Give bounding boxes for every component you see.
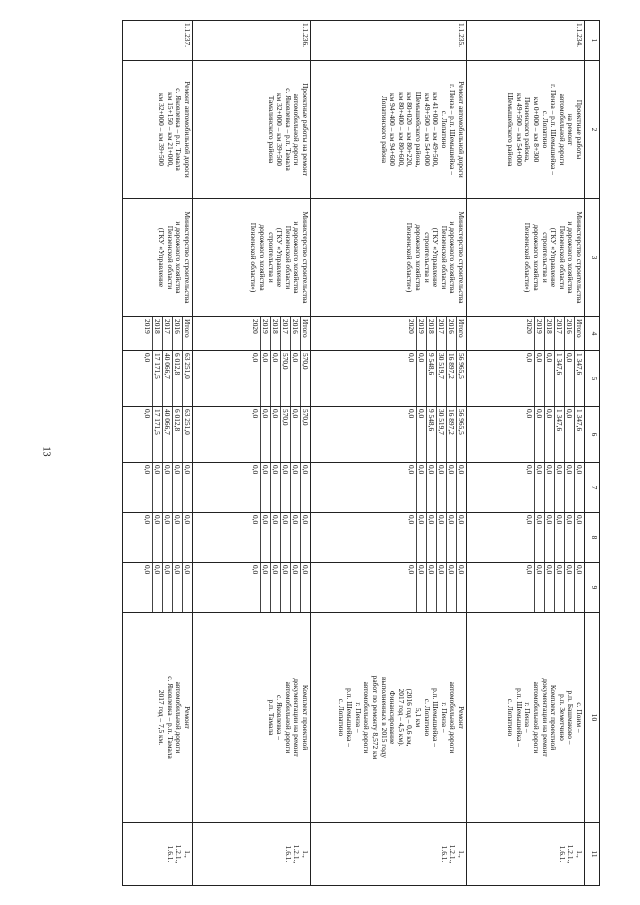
year-line: 2017 bbox=[280, 317, 290, 350]
regional-budget-line: 0,0 bbox=[251, 409, 260, 419]
col-header: 10 bbox=[585, 613, 600, 823]
year-line: Итого bbox=[456, 317, 466, 350]
year-line: 2016 bbox=[446, 317, 456, 350]
local-budget-line: 0,0 bbox=[554, 513, 564, 562]
local-budget-line: 0,0 bbox=[436, 513, 446, 562]
year-line: 2016 bbox=[564, 317, 574, 350]
col-header: 5 bbox=[585, 351, 600, 407]
year-line: 2018 bbox=[270, 317, 280, 350]
total-amount-line: 0,0 bbox=[290, 351, 300, 406]
local-budget-cell bbox=[311, 513, 467, 563]
total-amount-line: 16 897,2 bbox=[446, 351, 456, 406]
year-cell bbox=[193, 317, 311, 351]
federal-budget-cell bbox=[311, 463, 467, 513]
federal-budget-line: 0,0 bbox=[270, 463, 280, 512]
local-budget-cell bbox=[123, 513, 193, 563]
work-description-cell: Проектные работы на ремонт автомобильной дороги с. Яковлевка – р.п. Тамала км 32+000 – км 39+500 Тамалинского района bbox=[193, 61, 311, 199]
other-sources-line: 0,0 bbox=[162, 563, 172, 612]
other-sources-line: 0,0 bbox=[436, 563, 446, 612]
total-amount-cell bbox=[193, 351, 311, 407]
year-line: Итого bbox=[300, 317, 310, 350]
regional-budget-line: 56 965,5 bbox=[456, 407, 466, 462]
federal-budget-line: 0,0 bbox=[162, 463, 172, 512]
total-amount-line: 56 965,5 bbox=[456, 351, 466, 406]
local-budget-line: 0,0 bbox=[525, 515, 534, 525]
total-amount-line: 0,0 bbox=[407, 353, 416, 363]
local-budget-line: 0,0 bbox=[290, 513, 300, 562]
regional-budget-line: 63 251,0 bbox=[182, 407, 192, 462]
col-header: 11 bbox=[585, 823, 600, 886]
total-amount-line: 0,0 bbox=[525, 353, 534, 363]
total-amount-line: 570,0 bbox=[300, 351, 310, 406]
local-budget-line: 0,0 bbox=[260, 513, 270, 562]
federal-budget-line: 0,0 bbox=[426, 463, 436, 512]
federal-budget-line: 0,0 bbox=[280, 463, 290, 512]
year-line: 2018 bbox=[152, 317, 162, 350]
regional-budget-line: 9 548,6 bbox=[426, 407, 436, 462]
other-sources-line: 0,0 bbox=[182, 563, 192, 612]
indicator-ref-cell: 1., 1.2.1., 1.6.1. bbox=[311, 823, 467, 886]
other-sources-line: 0,0 bbox=[290, 563, 300, 612]
other-sources-line: 0,0 bbox=[407, 565, 416, 575]
federal-budget-line: 0,0 bbox=[564, 463, 574, 512]
total-amount-line: 0,0 bbox=[260, 351, 270, 406]
local-budget-line: 0,0 bbox=[172, 513, 182, 562]
year-line: Итого bbox=[574, 317, 584, 350]
year-line: 2020 bbox=[251, 319, 260, 334]
year-line: 2016 bbox=[172, 317, 182, 350]
year-line: 2020 bbox=[525, 319, 534, 334]
local-budget-line: 0,0 bbox=[564, 513, 574, 562]
local-budget-line: 0,0 bbox=[152, 513, 162, 562]
year-line: 2017 bbox=[436, 317, 446, 350]
other-sources-line: 0,0 bbox=[152, 563, 162, 612]
total-amount-line: 9 548,6 bbox=[426, 351, 436, 406]
regional-budget-line: 0,0 bbox=[143, 409, 152, 419]
other-sources-line: 0,0 bbox=[260, 563, 270, 612]
federal-budget-line: 0,0 bbox=[172, 463, 182, 512]
regional-budget-line: 0,0 bbox=[525, 409, 534, 419]
year-line: 2018 bbox=[426, 317, 436, 350]
regional-budget-line: 570,0 bbox=[280, 407, 290, 462]
federal-budget-line: 0,0 bbox=[446, 463, 456, 512]
federal-budget-line: 0,0 bbox=[290, 463, 300, 512]
budget-table-sheet bbox=[89, 20, 600, 885]
other-sources-line: 0,0 bbox=[564, 563, 574, 612]
customer-cell: Министерство строительства и дорожного хозяйства Пензенской области (ГКУ «Управление строительства и дорожного хозяйства Пензенской области») bbox=[193, 199, 311, 317]
federal-budget-line: 0,0 bbox=[456, 463, 466, 512]
regional-budget-line: 6 012,8 bbox=[172, 407, 182, 462]
total-amount-cell bbox=[311, 351, 467, 407]
local-budget-line: 0,0 bbox=[426, 513, 436, 562]
local-budget-line: 0,0 bbox=[416, 513, 426, 562]
local-budget-line: 0,0 bbox=[280, 513, 290, 562]
total-amount-line: 30 519,7 bbox=[436, 351, 446, 406]
other-sources-line: 0,0 bbox=[574, 563, 584, 612]
local-budget-line: 0,0 bbox=[456, 513, 466, 562]
total-amount-line: 0,0 bbox=[416, 351, 426, 406]
regional-budget-line: 40 066,7 bbox=[162, 407, 172, 462]
col-header: 6 bbox=[585, 407, 600, 463]
column-number-row bbox=[585, 21, 600, 886]
other-sources-line: 0,0 bbox=[456, 563, 466, 612]
regional-budget-line: 0,0 bbox=[544, 407, 554, 462]
col-header: 3 bbox=[585, 199, 600, 317]
indicator-ref-cell: 1., 1.2.1., 1.6.1. bbox=[467, 823, 585, 886]
col-header: 1 bbox=[585, 21, 600, 61]
row-id-cell: 1.1.234. bbox=[467, 21, 585, 61]
total-amount-line: 0,0 bbox=[143, 353, 152, 363]
regional-budget-line: 0,0 bbox=[270, 407, 280, 462]
year-line: 2019 bbox=[143, 319, 152, 334]
total-amount-line: 0,0 bbox=[251, 353, 260, 363]
local-budget-line: 0,0 bbox=[143, 515, 152, 525]
year-line: 2019 bbox=[534, 317, 544, 350]
regional-budget-line: 0,0 bbox=[564, 407, 574, 462]
program-measures-table bbox=[122, 20, 600, 886]
col-header: 4 bbox=[585, 317, 600, 351]
table-row bbox=[311, 21, 467, 886]
local-budget-line: 0,0 bbox=[407, 515, 416, 525]
federal-budget-line: 0,0 bbox=[525, 465, 534, 475]
local-budget-line: 0,0 bbox=[544, 513, 554, 562]
indicator-ref-cell: 1., 1.2.1., 1.6.1. bbox=[123, 823, 193, 886]
regional-budget-line: 30 519,7 bbox=[436, 407, 446, 462]
other-sources-line: 0,0 bbox=[534, 563, 544, 612]
other-sources-line: 0,0 bbox=[416, 563, 426, 612]
federal-budget-line: 0,0 bbox=[416, 463, 426, 512]
other-sources-line: 0,0 bbox=[280, 563, 290, 612]
federal-budget-line: 0,0 bbox=[436, 463, 446, 512]
year-line: 2017 bbox=[162, 317, 172, 350]
total-amount-line: 0,0 bbox=[564, 351, 574, 406]
total-amount-cell bbox=[123, 351, 193, 407]
expected-result-cell: Комплект проектной документации на ремонт автомобильной дороги с. Яковлевка – р.п. Тамала bbox=[193, 613, 311, 823]
federal-budget-line: 0,0 bbox=[534, 463, 544, 512]
federal-budget-line: 0,0 bbox=[260, 463, 270, 512]
total-amount-line: 40 066,7 bbox=[162, 351, 172, 406]
regional-budget-line: 1 347,6 bbox=[554, 407, 564, 462]
other-sources-line: 0,0 bbox=[446, 563, 456, 612]
regional-budget-cell bbox=[467, 407, 585, 463]
regional-budget-line: 16 897,2 bbox=[446, 407, 456, 462]
total-amount-line: 570,0 bbox=[280, 351, 290, 406]
federal-budget-line: 0,0 bbox=[407, 465, 416, 475]
federal-budget-line: 0,0 bbox=[300, 463, 310, 512]
local-budget-cell bbox=[467, 513, 585, 563]
regional-budget-line: 0,0 bbox=[416, 407, 426, 462]
federal-budget-line: 0,0 bbox=[182, 463, 192, 512]
total-amount-line: 1 347,6 bbox=[554, 351, 564, 406]
federal-budget-cell bbox=[193, 463, 311, 513]
table-row bbox=[467, 21, 585, 886]
indicator-ref-cell: 1., 1.2.1., 1.6.1. bbox=[193, 823, 311, 886]
row-id-cell: 1.1.235. bbox=[311, 21, 467, 61]
other-sources-line: 0,0 bbox=[270, 563, 280, 612]
other-sources-line: 0,0 bbox=[300, 563, 310, 612]
other-sources-line: 0,0 bbox=[426, 563, 436, 612]
federal-budget-line: 0,0 bbox=[152, 463, 162, 512]
page-number: 13 bbox=[40, 446, 52, 457]
federal-budget-line: 0,0 bbox=[251, 465, 260, 475]
col-header: 7 bbox=[585, 463, 600, 513]
expected-result-cell: Ремонт автомобильной дороги г. Пенза – р.п. Шемышейка – с. Лопатино 5,1 км (2016 год – 0,6 км, 2017 год – 4,5 км). Финансирование выполненных в 2015 году работ по ремонту 8,572 км автомобильной дороги г. Пенза – р.п. Шемышейка – с. Лопатино bbox=[311, 613, 467, 823]
customer-cell: Министерство строительства и дорожного хозяйства Пензенской области (ГКУ «Управление строительства и дорожного хозяйства Пензенской области») bbox=[311, 199, 467, 317]
other-sources-line: 0,0 bbox=[554, 563, 564, 612]
regional-budget-cell bbox=[311, 407, 467, 463]
expected-result-cell: Ремонт автомобильной дороги с. Яковлевка – р.п. Тамала 2017 год – 7,5 км. bbox=[123, 613, 193, 823]
other-sources-line: 0,0 bbox=[544, 563, 554, 612]
other-sources-line: 0,0 bbox=[251, 565, 260, 575]
local-budget-line: 0,0 bbox=[534, 513, 544, 562]
other-sources-cell bbox=[467, 563, 585, 613]
total-amount-line: 6 012,8 bbox=[172, 351, 182, 406]
regional-budget-line: 1 347,6 bbox=[574, 407, 584, 462]
federal-budget-line: 0,0 bbox=[544, 463, 554, 512]
row-id-cell: 1.1.236. bbox=[193, 21, 311, 61]
federal-budget-line: 0,0 bbox=[554, 463, 564, 512]
col-header: 8 bbox=[585, 513, 600, 563]
local-budget-line: 0,0 bbox=[182, 513, 192, 562]
local-budget-line: 0,0 bbox=[446, 513, 456, 562]
total-amount-line: 63 251,0 bbox=[182, 351, 192, 406]
customer-cell: Министерство строительства и дорожного хозяйства Пензенской области (ГКУ «Управление bbox=[123, 199, 193, 317]
total-amount-line: 0,0 bbox=[270, 351, 280, 406]
other-sources-line: 0,0 bbox=[172, 563, 182, 612]
regional-budget-line: 0,0 bbox=[290, 407, 300, 462]
regional-budget-cell bbox=[123, 407, 193, 463]
total-amount-line: 17 171,5 bbox=[152, 351, 162, 406]
other-sources-cell bbox=[193, 563, 311, 613]
regional-budget-cell bbox=[193, 407, 311, 463]
total-amount-cell bbox=[467, 351, 585, 407]
other-sources-cell bbox=[311, 563, 467, 613]
year-line: Итого bbox=[182, 317, 192, 350]
customer-cell: Министерство строительства и дорожного хозяйства Пензенской области (ГКУ «Управление строительства и дорожного хозяйства Пензенской области») bbox=[467, 199, 585, 317]
regional-budget-line: 0,0 bbox=[260, 407, 270, 462]
col-header: 2 bbox=[585, 61, 600, 199]
local-budget-line: 0,0 bbox=[162, 513, 172, 562]
table-row bbox=[123, 21, 193, 886]
year-line: 2017 bbox=[554, 317, 564, 350]
expected-result-cell: с. Поим – р.п. Башмаково – р.п. Земетчино Комплект проектной документации на ремонт автомобильной дороги г. Пенза – р.п. Шемышейка – с. Лопатино bbox=[467, 613, 585, 823]
local-budget-line: 0,0 bbox=[251, 515, 260, 525]
federal-budget-line: 0,0 bbox=[574, 463, 584, 512]
federal-budget-line: 0,0 bbox=[143, 465, 152, 475]
regional-budget-line: 0,0 bbox=[407, 409, 416, 419]
local-budget-line: 0,0 bbox=[574, 513, 584, 562]
year-line: 2016 bbox=[290, 317, 300, 350]
local-budget-line: 0,0 bbox=[270, 513, 280, 562]
col-header: 9 bbox=[585, 563, 600, 613]
work-description-cell: Ремонт автомобильной дороги г. Пенза – р.п. Шемышейка – с. Лопатино км 41+000 – км 49+500, км 49+500 – км 54+000 Шемышейского района, км 80+020 – км 80+220, км 80+400 – км 80+600, км 94+400 – км 94+600 Лопатинского района bbox=[311, 61, 467, 199]
total-amount-line: 1 347,6 bbox=[574, 351, 584, 406]
work-description-cell: Ремонт автомобильной дороги с. Яковлевка – р.п. Тамала км 15+150 – км 21+000, км 32+000 – км 39+500 bbox=[123, 61, 193, 199]
year-line: 2019 bbox=[260, 317, 270, 350]
year-line: 2020 bbox=[407, 319, 416, 334]
work-description-cell: Проектные работы на ремонт автомобильной дороги г. Пенза – р.п. Шемышейка – с. Лопатино км 0+000 – км 8+300 Пензенского района, км 49+500 – км 54+000 Шемышейского района bbox=[467, 61, 585, 199]
year-cell bbox=[311, 317, 467, 351]
row-id-cell: 1.1.237. bbox=[123, 21, 193, 61]
regional-budget-line: 0,0 bbox=[534, 407, 544, 462]
table-row bbox=[193, 21, 311, 886]
year-line: 2019 bbox=[416, 317, 426, 350]
regional-budget-line: 570,0 bbox=[300, 407, 310, 462]
federal-budget-cell bbox=[467, 463, 585, 513]
other-sources-line: 0,0 bbox=[143, 565, 152, 575]
local-budget-line: 0,0 bbox=[300, 513, 310, 562]
other-sources-cell bbox=[123, 563, 193, 613]
year-cell bbox=[467, 317, 585, 351]
year-cell bbox=[123, 317, 193, 351]
total-amount-line: 0,0 bbox=[544, 351, 554, 406]
total-amount-line: 0,0 bbox=[534, 351, 544, 406]
regional-budget-line: 17 171,5 bbox=[152, 407, 162, 462]
local-budget-cell bbox=[193, 513, 311, 563]
other-sources-line: 0,0 bbox=[525, 565, 534, 575]
year-line: 2018 bbox=[544, 317, 554, 350]
federal-budget-cell bbox=[123, 463, 193, 513]
